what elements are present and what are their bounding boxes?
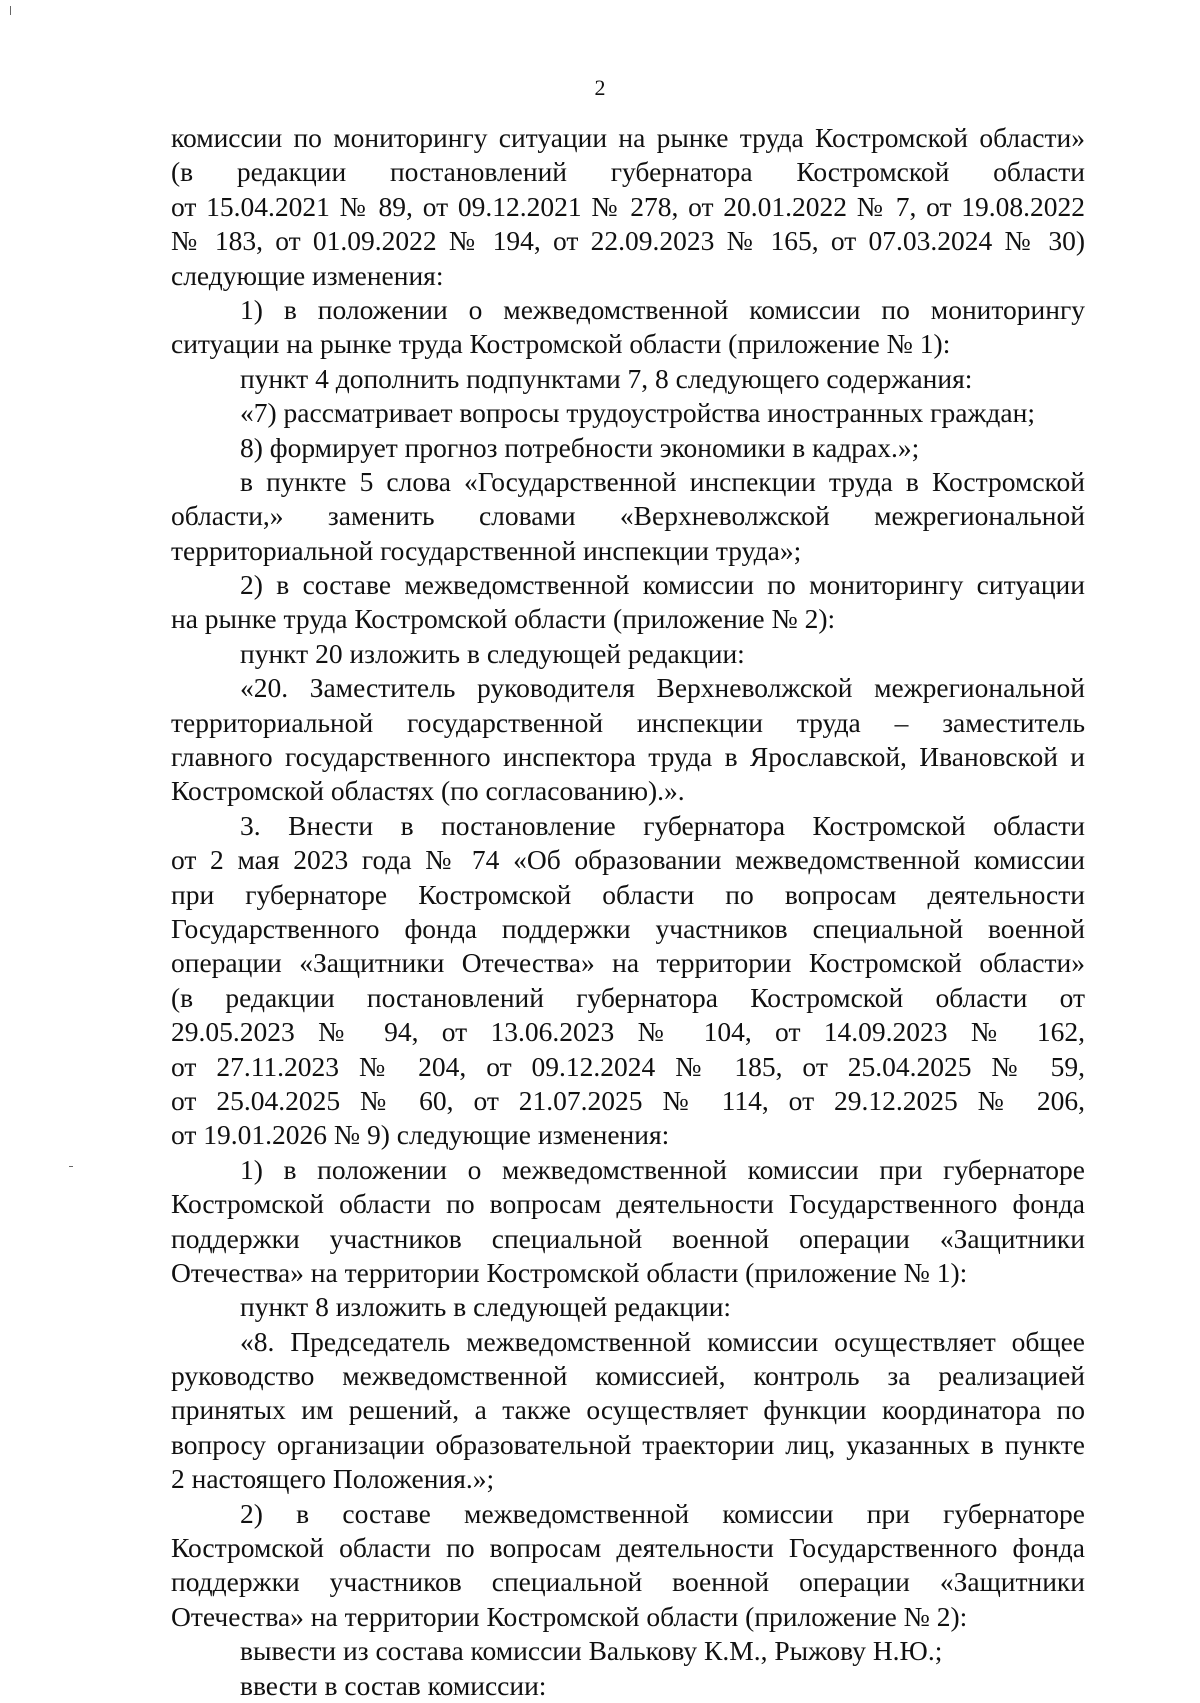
text-line: принятых им решений, а также осуществляет функции координатора по [171,1394,1085,1426]
text-line: Государственного фонда поддержки участников специальной военной [171,912,1085,944]
text-line: вопросу организации образовательной траектории лиц, указанных в пункте [171,1428,1085,1460]
text-line: от 15.04.2021 № 89, от 09.12.2021 № 278, от 20.01.2022 № 7, от 19.08.2022 [171,190,1085,222]
text-line: вывести из состава комиссии Валькову К.М., Рыжову Н.Ю.; [240,1635,943,1667]
text-line: 3. Внести в постановление губернатора Костромской области [240,809,1085,841]
text-line: комиссии по мониторингу ситуации на рынке труда Костромской области» [171,122,1085,153]
text-line: от 2 мая 2023 года № 74 «Об образовании межведомственной комиссии [171,844,1085,876]
text-line: (в редакции постановлений губернатора Костромской области [171,156,1085,188]
text-line: ввести в состав комиссии: [240,1669,547,1701]
text-line: от 27.11.2023 № 204, от 09.12.2024 № 185, от 25.04.2025 № 59, [171,1050,1085,1082]
text-line: 2) в составе межведомственной комиссии при губернаторе [240,1497,1085,1529]
text-line: Отечества» на территории Костромской области (приложение № 1): [171,1256,968,1288]
page-number: 2 [594,75,606,100]
text-line: Костромской области по вопросам деятельности Государственного фонда [171,1532,1085,1564]
text-line: на рынке труда Костромской области (приложение № 2): [171,603,836,635]
text-line: 8) формирует прогноз потребности экономики в кадрах.»; [240,431,920,463]
text-line: ситуации на рынке труда Костромской области (приложение № 1): [171,328,951,360]
text-line: Отечества» на территории Костромской области (приложение № 2): [171,1600,968,1632]
text-line: «7) рассматривает вопросы трудоустройства иностранных граждан; [240,397,1035,429]
document-body [171,121,1085,1703]
text-line: территориальной государственной инспекции труда – заместитель [171,706,1085,738]
text-line: 29.05.2023 № 94, от 13.06.2023 № 104, от 14.09.2023 № 162, [171,1016,1085,1048]
text-line: «20. Заместитель руководителя Верхневолжской межрегиональной [240,672,1085,704]
text-line: Костромской областях (по согласованию).». [171,775,685,807]
text-line: от 25.04.2025 № 60, от 21.07.2025 № 114, от 29.12.2025 № 206, [171,1084,1085,1116]
text-line: Костромской области по вопросам деятельности Государственного фонда [171,1188,1085,1220]
text-line: пункт 8 изложить в следующей редакции: [240,1291,732,1323]
text-line: руководство межведомственной комиссией, контроль за реализацией [171,1360,1085,1392]
text-line: поддержки участников специальной военной операции «Защитники [171,1222,1085,1254]
scan-artifact-mark [10,6,11,15]
scan-artifact-dash [69,1166,73,1167]
text-line: пункт 4 дополнить подпунктами 7, 8 следующего содержания: [240,362,973,394]
text-line: «8. Председатель межведомственной комиссии осуществляет общее [240,1325,1085,1357]
text-line: операции «Защитники Отечества» на территории Костромской области» [171,947,1085,979]
text-line: (в редакции постановлений губернатора Костромской области от [171,981,1085,1013]
text-line: 2) в составе межведомственной комиссии по мониторингу ситуации [240,569,1085,601]
text-line: поддержки участников специальной военной операции «Защитники [171,1566,1085,1598]
text-line: пункт 20 изложить в следующей редакции: [240,637,745,669]
text-line: № 183, от 01.09.2022 № 194, от 22.09.2023 № 165, от 07.03.2024 № 30) [171,225,1085,257]
text-line: в пункте 5 слова «Государственной инспекции труда в Костромской [240,465,1085,497]
text-line: 1) в положении о межведомственной комиссии по мониторингу [240,293,1085,325]
text-line: территориальной государственной инспекции труда»; [171,534,802,566]
text-line: 2 настоящего Положения.»; [171,1463,495,1495]
text-line: главного государственного инспектора труда в Ярославской, Ивановской и [171,741,1085,773]
text-line: от 19.01.2026 № 9) следующие изменения: [171,1119,670,1151]
text-line: при губернаторе Костромской области по вопросам деятельности [171,878,1085,910]
text-line: 1) в положении о межведомственной комиссии при губернаторе [240,1153,1085,1185]
text-line: следующие изменения: [171,259,444,291]
text-line: области,» заменить словами «Верхневолжской межрегиональной [171,500,1085,532]
